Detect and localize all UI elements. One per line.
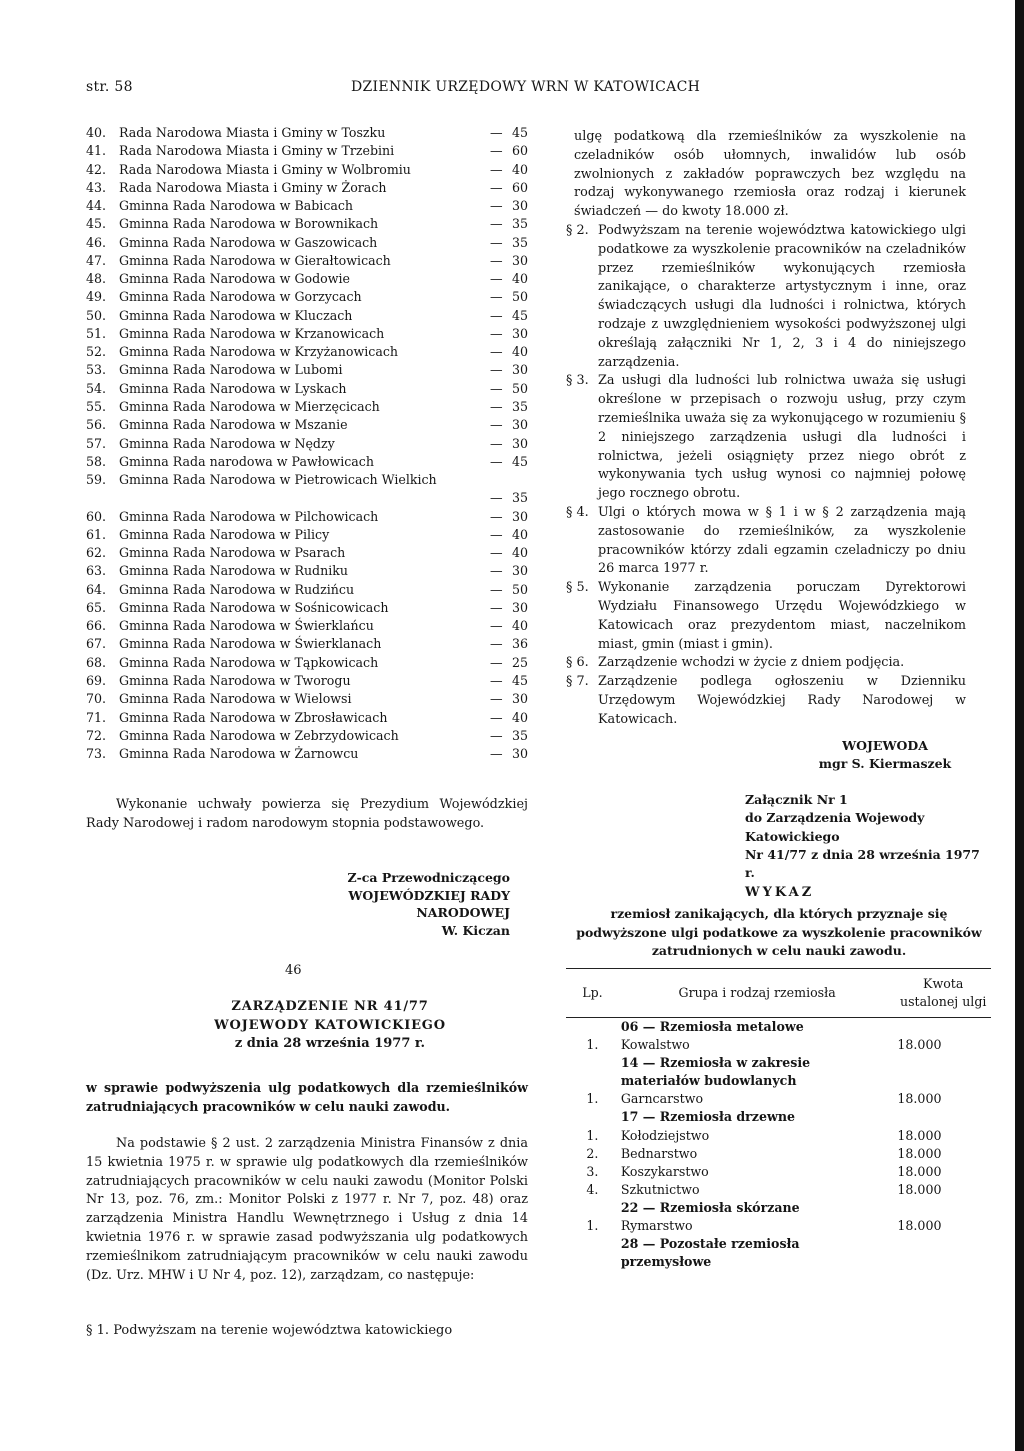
council-entry <box>86 617 529 635</box>
order-date: z dnia 28 września 1977 r. <box>234 1036 426 1051</box>
entry-number: 45. <box>86 216 107 232</box>
entry-number: 69. <box>86 672 107 688</box>
paragraph <box>566 654 966 673</box>
council-entry <box>86 270 529 288</box>
col-lp-header: Lp. <box>566 969 619 1018</box>
signer-body-cont: NARODOWEJ <box>416 905 510 920</box>
entry-name: Gminna Rada Narodowa w Tąpkowicach <box>119 654 379 670</box>
entry-dash: — <box>490 709 503 725</box>
entry-name: Gminna Rada Narodowa w Psarach <box>119 545 346 561</box>
entry-amount: 30 <box>512 508 529 524</box>
order-subject: w sprawie podwyższenia ulg podatkowych dla rzemieślników zatrudniających pracowników w celu nauki zawodu. <box>86 1080 528 1114</box>
order-title: ZARZĄDZENIE NR 41/77 <box>231 999 429 1014</box>
journal-title: DZIENNIK URZĘDOWY WRN W KATOWICACH <box>351 79 701 95</box>
entry-amount: 40 <box>512 344 529 360</box>
council-entry <box>86 252 529 270</box>
council-entry <box>86 453 529 471</box>
council-entry <box>86 416 529 434</box>
cell-lp: 1. <box>586 1127 599 1143</box>
entry-name: Rada Narodowa Miasta i Gminy w Trzebini <box>119 143 395 159</box>
entry-dash: — <box>490 618 503 634</box>
entry-amount: 35 <box>512 490 529 506</box>
entry-amount: 50 <box>512 581 529 597</box>
entry-amount: 45 <box>512 453 529 469</box>
entry-number: 53. <box>86 362 107 378</box>
entry-amount: 40 <box>512 526 529 542</box>
entry-dash: — <box>490 125 503 140</box>
entry-name: Gminna Rada Narodowa w Nędzy <box>119 435 335 451</box>
list-title: WYKAZ <box>745 885 815 900</box>
entry-dash: — <box>490 234 503 250</box>
cell-amount: 18.000 <box>897 1091 942 1107</box>
entry-dash: — <box>490 362 503 378</box>
entry-name: Gminna Rada Narodowa w Lyskach <box>119 380 347 396</box>
entry-number: 62. <box>86 545 107 561</box>
council-entry <box>86 672 529 690</box>
entry-name: Gminna Rada Narodowa w Pilicy <box>119 526 330 542</box>
entry-name: Gminna Rada Narodowa w Gierałtowicach <box>119 252 391 268</box>
cell-craft: Kołodziejstwo <box>620 1127 710 1143</box>
paragraph <box>566 222 966 372</box>
entry-name: Gminna Rada Narodowa w Rudniku <box>119 563 348 579</box>
page-number: str. 58 <box>86 79 133 95</box>
entry-amount: 35 <box>512 727 529 743</box>
council-entry <box>86 398 529 416</box>
entry-number: 55. <box>86 398 107 414</box>
entry-dash: — <box>490 746 503 762</box>
entry-number: 47. <box>86 252 107 268</box>
entry-amount: 50 <box>512 380 529 396</box>
paragraph-mark: § 2. <box>566 222 589 238</box>
left-signature <box>310 869 510 939</box>
cell-craft: Garncarstwo <box>620 1091 704 1107</box>
table-row <box>566 1145 991 1163</box>
entry-amount: 45 <box>512 125 529 140</box>
cell-craft: Szkutnictwo <box>620 1181 700 1197</box>
cell-craft: Bednarstwo <box>620 1145 698 1161</box>
entry-name: Gminna Rada Narodowa w Godowie <box>119 271 351 287</box>
council-entry <box>86 197 529 215</box>
entry-amount: 45 <box>512 672 529 688</box>
entry-name: Gminna Rada Narodowa w Zebrzydowicach <box>119 727 399 743</box>
entry-amount: 30 <box>512 691 529 707</box>
paragraph-text: Ulgi o których mowa w § 1 i w § 2 zarządzenia mają zastosowanie do rzemieślników, za wyszkolenie pracowników którzy zdali egzamin czeladniczy po dniu 26 marca 1977 r. <box>598 504 966 577</box>
entry-amount: 30 <box>512 599 529 615</box>
voivode-signature <box>780 737 990 772</box>
council-entry <box>86 709 529 727</box>
cell-lp <box>566 1054 619 1090</box>
signer-name: W. Kiczan <box>441 922 510 938</box>
cell-lp <box>566 1018 619 1037</box>
cell-craft: Kowalstwo <box>620 1037 690 1053</box>
entry-number: 68. <box>86 654 107 670</box>
table-group-row <box>566 1199 991 1217</box>
scan-edge <box>1015 0 1024 1451</box>
council-entry <box>86 471 529 508</box>
cell-lp <box>566 1235 619 1271</box>
entry-name: Gminna Rada Narodowa w Krzyżanowicach <box>119 344 399 360</box>
entry-dash: — <box>490 490 503 506</box>
table-row <box>566 1217 991 1235</box>
entry-dash: — <box>490 599 503 615</box>
paragraph-1-continuation: ulgę podatkową dla rzemieślników za wyszkolenie na czeladników osób ułomnych, inwalidów lub osób zwolnionych z zakładów poprawczych bez względu na rodzaj wykonywanego rzemiosła oraz rodzaj i kierunek świadczeń — do kwoty 18.000 zł. <box>574 129 966 220</box>
cell-lp <box>566 1108 619 1126</box>
paragraph <box>566 579 966 654</box>
paragraph-mark: § 6. <box>566 655 589 671</box>
document-number: 46 <box>285 963 302 978</box>
annex-reference <box>745 791 985 882</box>
cell-craft: 28 — Pozostałe rzemiosła przemysłowe <box>620 1236 800 1270</box>
right-column-text <box>566 128 966 730</box>
paragraph-text: Podwyższam na terenie województwa katowickiego ulgi podatkowe za wyszkolenie pracowników na czeladników przez rzemieślników wykonujących rzemiosła zanikające, o charakterze artystycznym i inne, oraz świadczących usługi dla ludności i rolnictwa, których rodzaje z uwzględnieniem wysokości podwyższonej ulgi określają załączniki Nr 1, 2, 3 i 4 do niniejszego zarządzenia. <box>598 222 966 370</box>
entry-number: 42. <box>86 161 107 177</box>
entry-amount: 30 <box>512 362 529 378</box>
entry-dash: — <box>490 654 503 670</box>
cell-craft: 17 — Rzemiosła drzewne <box>620 1109 795 1125</box>
table-body <box>566 1018 991 1272</box>
cell-craft: 22 — Rzemiosła skórzane <box>620 1199 800 1215</box>
table-group-row <box>566 1235 991 1271</box>
entry-dash: — <box>490 526 503 542</box>
entry-name: Gminna Rada Narodowa w Mszanie <box>119 417 348 433</box>
entry-amount: 30 <box>512 563 529 579</box>
entry-name: Gminna Rada Narodowa w Kluczach <box>119 307 353 323</box>
paragraph-text: Zarządzenie podlega ogłoszeniu w Dzienniku Urzędowym Wojewódzkiej Rady Narodowej w Katowicach. <box>598 674 966 727</box>
entry-number: 57. <box>86 435 107 451</box>
col-group-header: Grupa i rodzaj rzemiosła <box>619 969 896 1018</box>
paragraph <box>566 673 966 729</box>
entry-amount: 30 <box>512 746 529 762</box>
entry-name: Gminna Rada Narodowa w Świerklańcu <box>119 618 374 634</box>
entry-dash: — <box>490 198 503 214</box>
annex-line: Załącznik Nr 1 <box>745 792 848 807</box>
cell-amount <box>895 1054 991 1090</box>
table-group-row <box>566 1054 991 1090</box>
cell-lp: 1. <box>586 1037 599 1053</box>
cell-amount <box>895 1108 991 1126</box>
paragraph <box>566 372 966 504</box>
paragraph-mark: § 7. <box>566 674 589 690</box>
entry-number: 51. <box>86 325 107 341</box>
entry-name: Gminna Rada Narodowa w Sośnicowicach <box>119 599 389 615</box>
entry-dash: — <box>490 563 503 579</box>
entry-name: Rada Narodowa Miasta i Gminy w Toszku <box>119 125 386 140</box>
council-entry <box>86 544 529 562</box>
entry-amount: 40 <box>512 161 529 177</box>
entry-dash: — <box>490 161 503 177</box>
entry-number: 72. <box>86 727 107 743</box>
entry-dash: — <box>490 344 503 360</box>
entry-amount: 60 <box>512 179 529 195</box>
entry-name: Gminna Rada Narodowa w Żarnowcu <box>119 746 359 762</box>
cell-lp <box>566 1199 619 1217</box>
cell-amount: 18.000 <box>897 1127 942 1143</box>
entry-number: 44. <box>86 198 107 214</box>
cell-amount: 18.000 <box>897 1145 942 1161</box>
council-entry <box>86 343 529 361</box>
entry-dash: — <box>490 398 503 414</box>
entry-name: Gminna Rada Narodowa w Pilchowicach <box>119 508 379 524</box>
cell-lp: 3. <box>586 1163 599 1179</box>
entry-name: Gminna Rada Narodowa w Mierzęcicach <box>119 398 380 414</box>
entry-dash: — <box>490 289 503 305</box>
preamble: Na podstawie § 2 ust. 2 zarządzenia Ministra Finansów z dnia 15 kwietnia 1975 r. w sprawie ulg podatkowych dla rzemieślników zatrudniających pracowników w celu nauki zawodu (Monitor Polski Nr 13, poz. 76, zm.: Monitor Polski z 1977 r. Nr 7, poz. 48) oraz zarządzenia Ministra Handlu Wewnętrznego i Usług z dnia 14 kwietnia 1976 r. w sprawie zasad podwyższania ulg podatkowych rzemieślnikom zatrudniającym pracowników w celu nauki zawodu (Dz. Urz. MHW i U Nr 4, poz. 12), zarządzam, co następuje: <box>86 1136 528 1283</box>
entry-amount: 30 <box>512 252 529 268</box>
council-entry <box>86 727 529 745</box>
council-entry <box>86 654 529 672</box>
order-heading <box>180 998 480 1054</box>
voivode-title: WOJEWODA <box>842 738 928 753</box>
table-group-row <box>566 1108 991 1126</box>
entry-name: Gminna Rada Narodowa w Gorzycach <box>119 289 362 305</box>
paragraphs <box>566 222 966 730</box>
cell-amount <box>895 1018 991 1037</box>
annex-line: Nr 41/77 z dnia 28 września 1977 r. <box>745 846 980 881</box>
table-row <box>566 1163 991 1181</box>
council-entry <box>86 215 529 233</box>
paragraph-mark: § 1. <box>86 1323 110 1338</box>
entry-amount: 40 <box>512 709 529 725</box>
entry-number: 65. <box>86 599 107 615</box>
entry-number: 66. <box>86 618 107 634</box>
entry-number: 54. <box>86 380 107 396</box>
council-entry <box>86 526 529 544</box>
council-entry <box>86 234 529 252</box>
entry-dash: — <box>490 453 503 469</box>
cell-craft: Rymarstwo <box>620 1218 693 1234</box>
entry-amount: 40 <box>512 271 529 287</box>
entry-dash: — <box>490 252 503 268</box>
entry-amount: 30 <box>512 198 529 214</box>
council-entry <box>86 124 529 142</box>
entry-amount: 50 <box>512 289 529 305</box>
entry-number: 59. <box>86 472 107 488</box>
entry-number: 60. <box>86 508 107 524</box>
entry-number: 52. <box>86 344 107 360</box>
council-entry <box>86 161 529 179</box>
signer-body: WOJEWÓDZKIEJ RADY <box>348 887 510 903</box>
paragraph-text: Za usługi dla ludności lub rolnictwa uważa się usługi określone w przepisach o rozwoju usług, przy czym rzemieślnika uważa się za wykonującego w rozumieniu § 2 niniejszego zarządzenia usługi dla ludności i rolnictwa, jeżeli osiągnięty przez niego obrót z wykonywania tych usług wynosi co najmniej połowę jego rocznego obrotu. <box>598 373 966 502</box>
table-row <box>566 1090 991 1108</box>
entry-number: 40. <box>86 125 107 140</box>
entry-name: Rada Narodowa Miasta i Gminy w Wolbromiu <box>119 161 411 177</box>
council-entry <box>86 635 529 653</box>
council-entry <box>86 581 529 599</box>
council-entry <box>86 288 529 306</box>
table-row <box>566 1036 991 1054</box>
entry-name: Gminna Rada Narodowa w Gaszowicach <box>119 234 378 250</box>
entry-amount: 30 <box>512 435 529 451</box>
entry-amount: 35 <box>512 234 529 250</box>
entry-amount: 36 <box>512 636 529 652</box>
paragraph-1 <box>86 1323 556 1338</box>
entry-dash: — <box>490 508 503 524</box>
entry-name: Gminna Rada Narodowa w Świerklanach <box>119 636 382 652</box>
council-entry <box>86 745 529 763</box>
page-header <box>86 79 786 101</box>
paragraph-mark: § 5. <box>566 580 589 596</box>
paragraph-text: Wykonanie zarządzenia poruczam Dyrektorowi Wydziału Finansowego Urzędu Wojewódzkiego w Katowicach oraz prezydentom miast, naczelnikom miast, gmin (miast i gmin). <box>598 580 966 652</box>
cell-lp: 1. <box>586 1091 599 1107</box>
entry-number: 56. <box>86 417 107 433</box>
council-entry <box>86 142 529 160</box>
entry-amount: 25 <box>512 654 529 670</box>
entry-dash: — <box>490 307 503 323</box>
council-entry <box>86 380 529 398</box>
entry-number: 71. <box>86 709 107 725</box>
annex-line: Katowickiego <box>745 828 840 844</box>
entry-name: Gminna Rada Narodowa w Babicach <box>119 198 354 214</box>
entry-number: 58. <box>86 453 107 469</box>
entry-number: 67. <box>86 636 107 652</box>
entry-number: 70. <box>86 691 107 707</box>
council-entry <box>86 307 529 325</box>
cell-amount: 18.000 <box>897 1218 942 1234</box>
paragraph-text: Zarządzenie wchodzi w życie z dniem podjęcia. <box>598 655 905 671</box>
entry-name: Gminna Rada Narodowa w Borownikach <box>119 216 379 232</box>
entry-dash: — <box>490 325 503 341</box>
entry-dash: — <box>490 417 503 433</box>
entry-number: 50. <box>86 307 107 323</box>
entry-number: 64. <box>86 581 107 597</box>
entry-number: 61. <box>86 526 107 542</box>
cell-amount: 18.000 <box>897 1037 942 1053</box>
entry-dash: — <box>490 216 503 232</box>
council-entry <box>86 361 529 379</box>
council-entry <box>86 325 529 343</box>
entry-dash: — <box>490 271 503 287</box>
paragraph-mark: § 4. <box>566 504 589 520</box>
council-list <box>86 124 529 763</box>
council-entry <box>86 599 529 617</box>
cell-craft: Koszykarstwo <box>620 1163 709 1179</box>
entry-dash: — <box>490 143 503 159</box>
cell-lp: 1. <box>586 1218 599 1234</box>
entry-amount: 60 <box>512 143 529 159</box>
entry-name: Gminna Rada Narodowa w Pietrowicach Wielkich <box>119 472 437 488</box>
cell-craft: 06 — Rzemiosła metalowe <box>620 1019 804 1034</box>
entry-dash: — <box>490 380 503 396</box>
entry-dash: — <box>490 727 503 743</box>
cell-lp: 4. <box>586 1181 599 1197</box>
council-entry <box>86 179 529 197</box>
list-subtitle: rzemiosł zanikających, dla których przyznaje się podwyższone ulgi podatkowe za wyszkolenie pracowników zatrudnionych w celu nauki zawodu. <box>576 906 982 958</box>
entry-name: Gminna Rada Narodowa w Lubomi <box>119 362 343 378</box>
council-entry <box>86 435 529 453</box>
entry-number: 49. <box>86 289 107 305</box>
cell-amount: 18.000 <box>897 1181 942 1197</box>
entry-amount: 35 <box>512 216 529 232</box>
cell-amount: 18.000 <box>897 1163 942 1179</box>
paragraph <box>566 504 966 579</box>
table-group-row <box>566 1018 991 1037</box>
entry-number: 48. <box>86 271 107 287</box>
table-row <box>566 1181 991 1199</box>
cell-amount <box>895 1199 991 1217</box>
entry-dash: — <box>490 636 503 652</box>
cell-craft: 14 — Rzemiosła w zakresie materiałów budowlanych <box>620 1055 811 1089</box>
entry-amount: 40 <box>512 618 529 634</box>
entry-name: Gminna Rada Narodowa w Wielowsi <box>119 691 352 707</box>
table-row <box>566 1127 991 1145</box>
council-entry <box>86 562 529 580</box>
council-entry <box>86 508 529 526</box>
entry-dash: — <box>490 435 503 451</box>
entry-name: Gminna Rada narodowa w Pawłowicach <box>119 453 374 469</box>
voivode-name: mgr S. Kiermaszek <box>818 755 952 771</box>
entry-name: Gminna Rada Narodowa w Krzanowicach <box>119 325 385 341</box>
entry-amount: 40 <box>512 545 529 561</box>
cell-amount <box>895 1235 991 1271</box>
order-issuer: WOJEWODY KATOWICKIEGO <box>214 1017 446 1033</box>
paragraph-text: Podwyższam na terenie województwa katowickiego <box>113 1323 453 1338</box>
entry-number: 63. <box>86 563 107 579</box>
entry-name: Rada Narodowa Miasta i Gminy w Żorach <box>119 179 387 195</box>
council-entry <box>86 690 529 708</box>
signer-role: Z-ca Przewodniczącego <box>347 870 510 885</box>
col-amount-header: Kwota ustalonej ulgi <box>895 969 991 1018</box>
entry-dash: — <box>490 179 503 195</box>
entry-name: Gminna Rada Narodowa w Tworogu <box>119 672 351 688</box>
entry-number: 46. <box>86 234 107 250</box>
entry-amount: 30 <box>512 417 529 433</box>
execution-paragraph: Wykonanie uchwały powierza się Prezydium Wojewódzkiej Rady Narodowej i radom narodowym stopnia podstawowego. <box>86 797 528 831</box>
paragraph-mark: § 3. <box>566 373 589 389</box>
annex-line: do Zarządzenia Wojewody <box>745 810 925 826</box>
entry-dash: — <box>490 581 503 597</box>
entry-dash: — <box>490 691 503 707</box>
entry-dash: — <box>490 545 503 561</box>
entry-dash: — <box>490 672 503 688</box>
entry-name: Gminna Rada Narodowa w Rudzińcu <box>119 581 355 597</box>
entry-amount: 35 <box>512 398 529 414</box>
cell-lp: 2. <box>586 1145 599 1161</box>
entry-number: 41. <box>86 143 107 159</box>
entry-amount: 30 <box>512 325 529 341</box>
table-header-row <box>566 969 991 1018</box>
entry-number: 73. <box>86 746 107 762</box>
entry-number: 43. <box>86 179 107 195</box>
entry-name: Gminna Rada Narodowa w Zbrosławicach <box>119 709 388 725</box>
crafts-table <box>566 968 991 1271</box>
entry-amount: 45 <box>512 307 529 323</box>
